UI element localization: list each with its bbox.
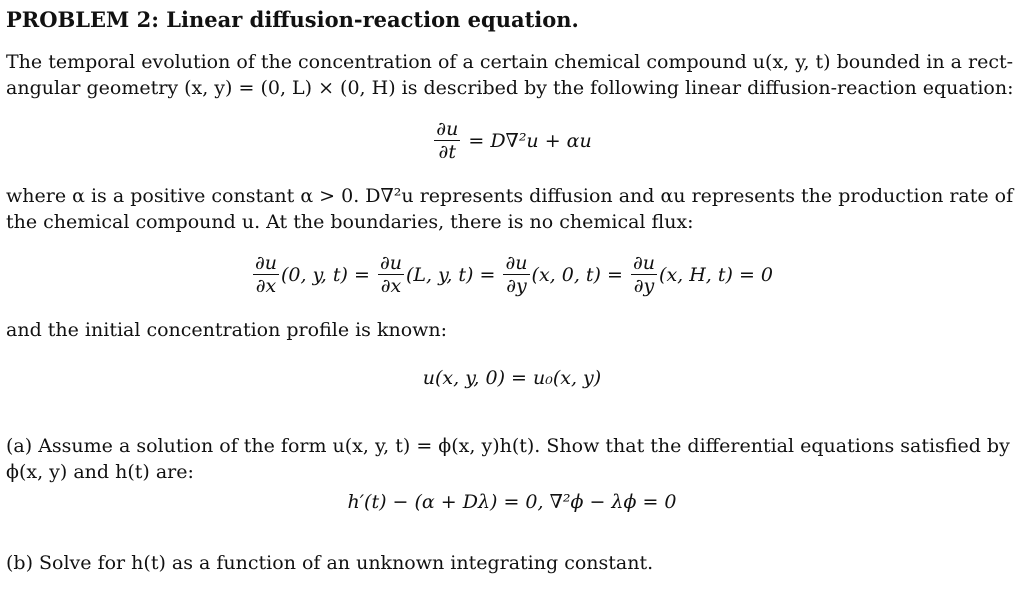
bc-fraction-2: [378, 252, 404, 297]
intro-line-2: angular geometry (x, y) = (0, L) × (0, H) is described by the following linear diffusion-reaction equation:: [6, 77, 1014, 99]
fraction-numerator: ∂u: [632, 252, 656, 274]
part-a-equation: h′(t) − (α + Dλ) = 0, ∇²ϕ − λϕ = 0: [347, 491, 677, 513]
fraction-denominator: ∂x: [380, 275, 402, 297]
part-a-line-2: ϕ(x, y) and h(t) are:: [6, 461, 194, 483]
bc-fraction-3: [503, 252, 529, 297]
fraction-denominator: ∂t: [438, 141, 457, 163]
equation-rhs: = D∇²u + αu: [468, 129, 592, 152]
part-b-line: (b) Solve for h(t) as a function of an unknown integrating constant.: [6, 552, 654, 574]
bc-fraction-1: [253, 252, 279, 297]
where-line-1: where α is a positive constant α > 0. D∇²u represents diffusion and αu represents the production rate of: [6, 185, 1014, 207]
fraction-denominator: ∂x: [255, 275, 277, 297]
fraction-numerator: ∂u: [436, 118, 459, 140]
part-a-line-1: (a) Assume a solution of the form u(x, y, t) = ϕ(x, y)h(t). Show that the differential equations satisfied by: [6, 435, 1010, 457]
fraction-numerator: ∂u: [505, 252, 528, 274]
fraction-numerator: ∂u: [254, 252, 278, 274]
boundary-conditions: [0, 252, 1024, 297]
where-line-2: the chemical compound u. At the boundaries, there is no chemical flux:: [6, 211, 694, 233]
fraction-denominator: ∂y: [506, 275, 527, 297]
bc-term-4: (x, H, t) = 0: [659, 263, 774, 286]
time-derivative-fraction: [434, 118, 460, 163]
initial-condition-line: and the initial concentration profile is known:: [6, 319, 448, 341]
bc-fraction-4: [631, 252, 657, 297]
bc-term-2: (L, y, t) =: [406, 263, 496, 286]
bc-term-3: (x, 0, t) =: [531, 263, 623, 286]
initial-condition-equation: u(x, y, 0) = u₀(x, y): [422, 367, 602, 389]
bc-term-1: (0, y, t) =: [281, 263, 370, 286]
intro-line-1: The temporal evolution of the concentration of a certain chemical compound u(x, y, t) bounded in a rect-: [6, 51, 1014, 73]
main-equation: [0, 118, 1024, 163]
problem-title: PROBLEM 2: Linear diffusion-reaction equation.: [6, 7, 579, 32]
fraction-numerator: ∂u: [379, 252, 403, 274]
fraction-denominator: ∂y: [633, 275, 655, 297]
